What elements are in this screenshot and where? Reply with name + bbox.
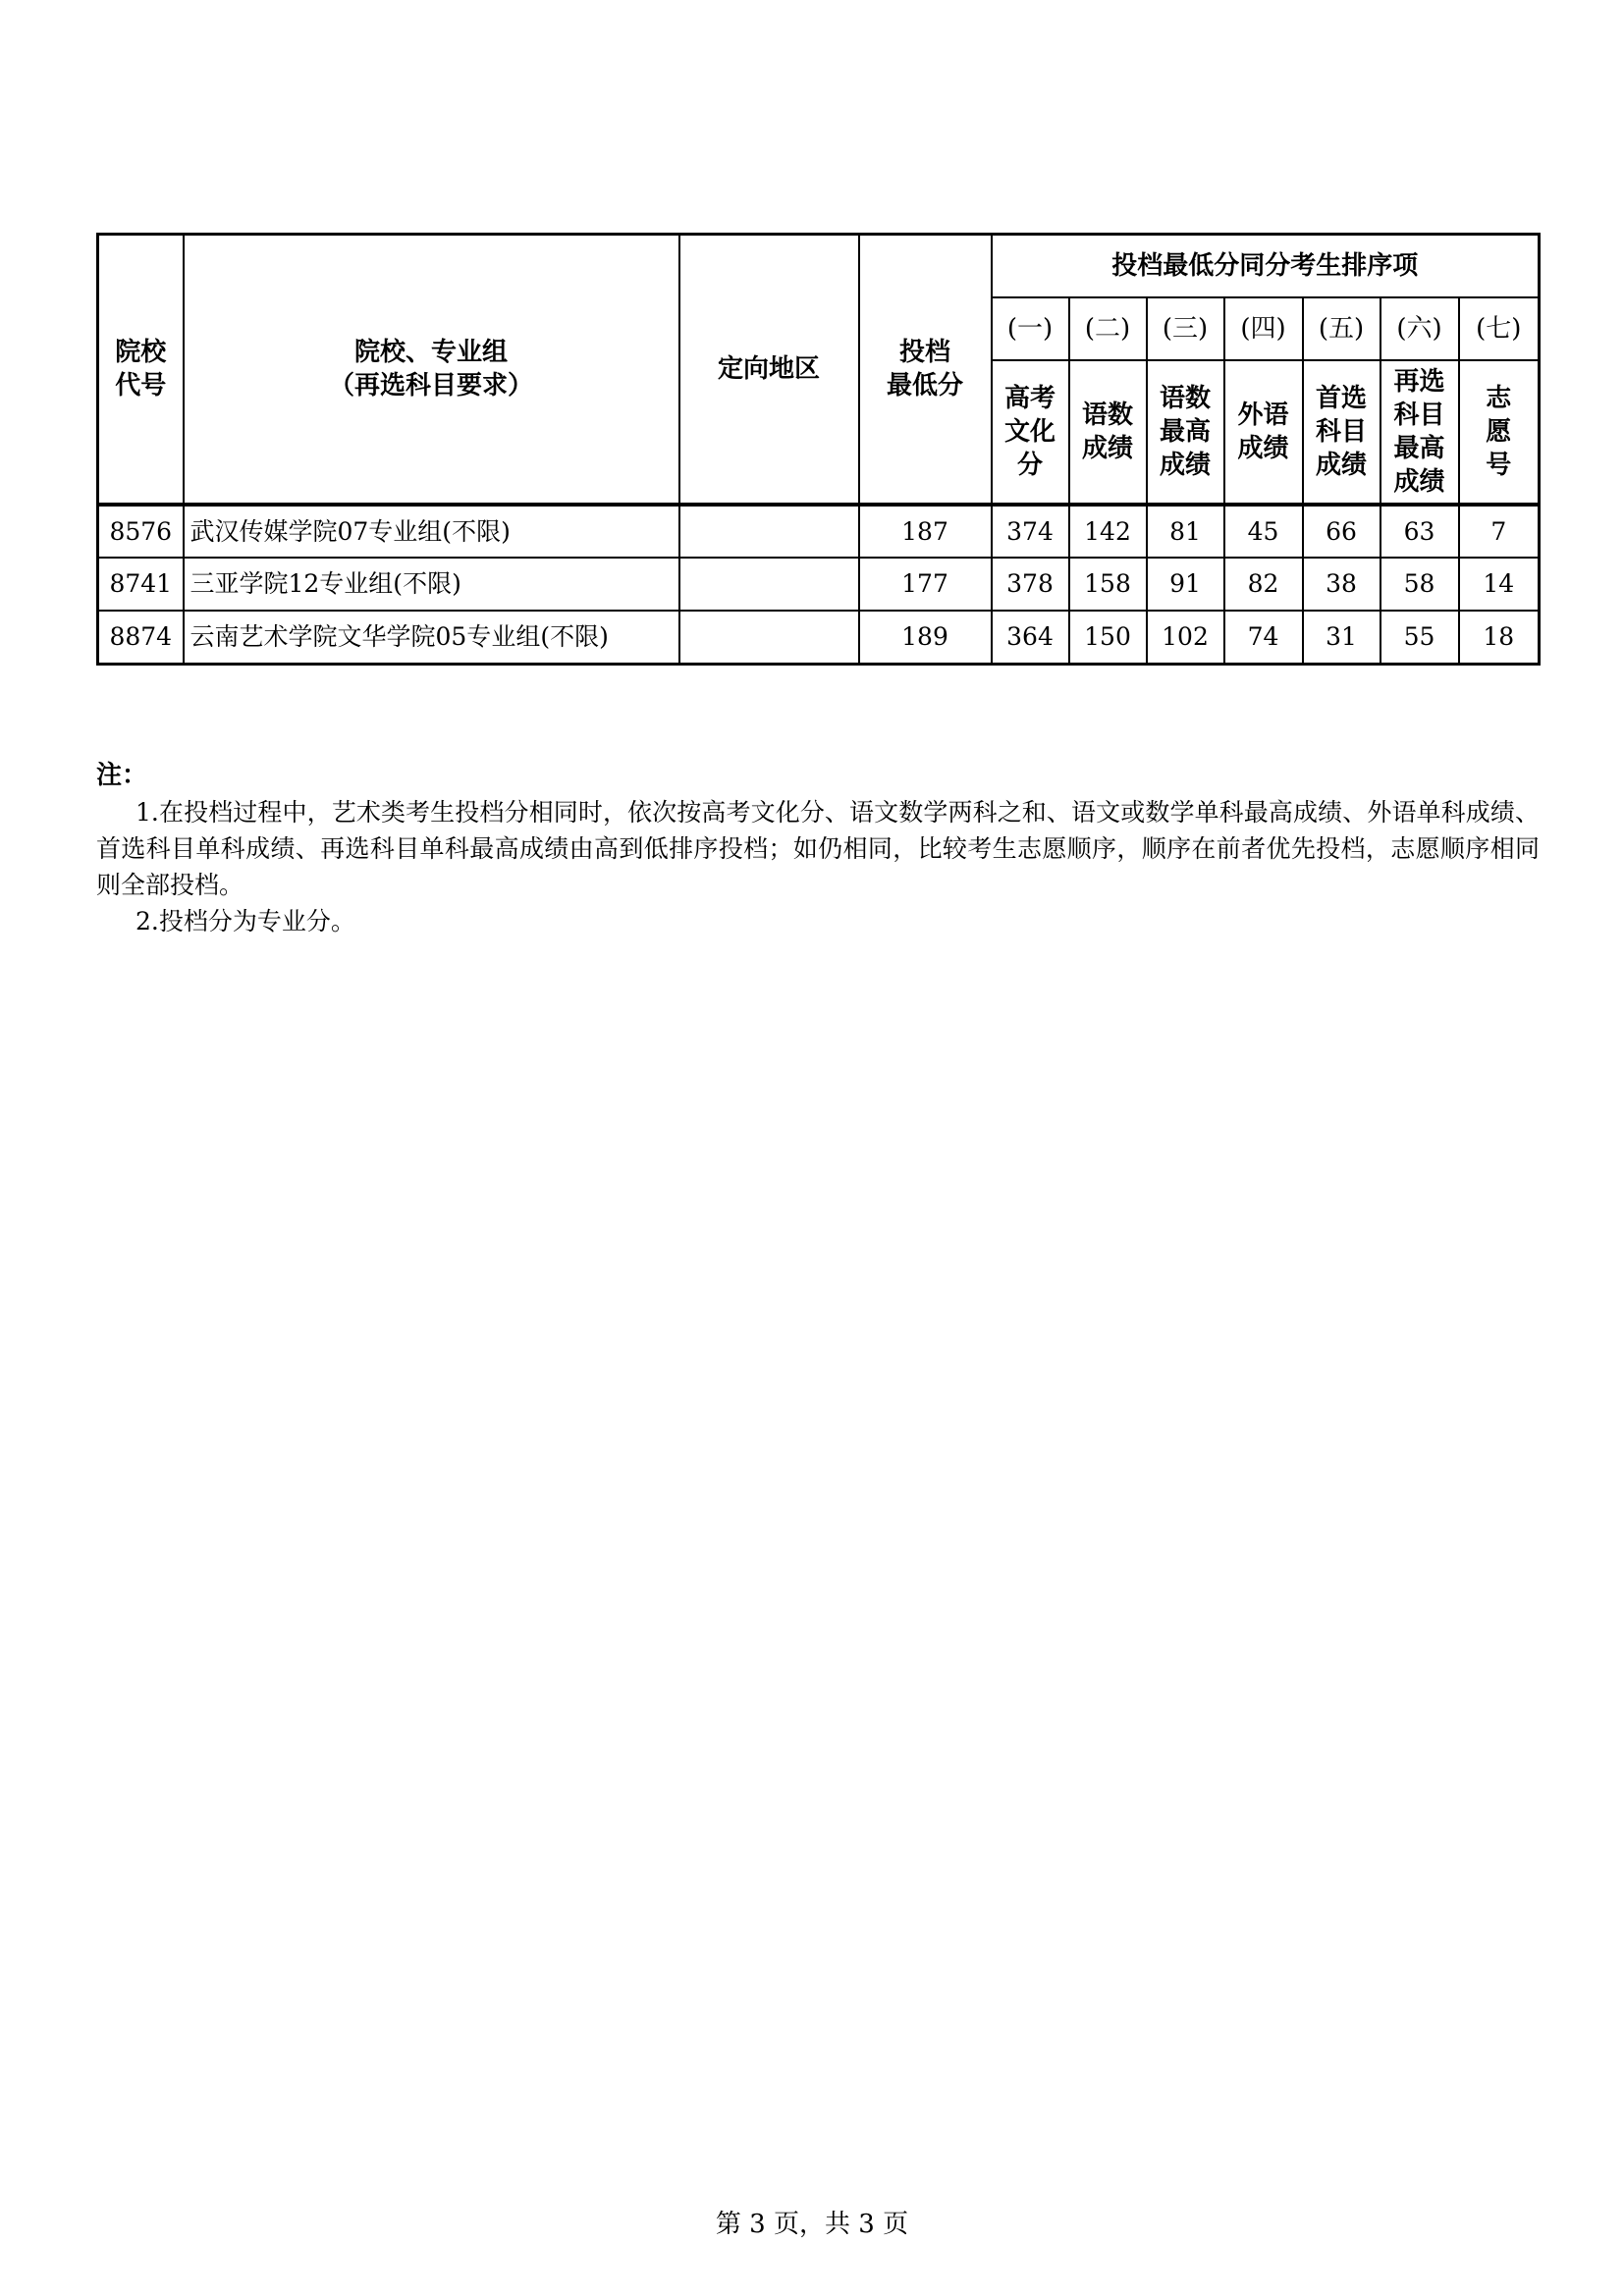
header-foreign-language: 外语 成绩 (1224, 360, 1303, 505)
header-culture-score: 高考 文化 分 (992, 360, 1069, 505)
score-cell: 102 (1147, 611, 1224, 664)
school-group-cell: 云南艺术学院文华学院05专业组(不限) (184, 611, 679, 664)
school-code-cell: 8741 (98, 558, 184, 611)
admission-score-table (96, 233, 1541, 666)
table-row (98, 558, 1540, 611)
header-tiebreak-group: 投档最低分同分考生排序项 (992, 235, 1540, 298)
header-seq-5: (五) (1303, 297, 1380, 360)
note-item-1: 1.在投档过程中，艺术类考生投档分相同时，依次按高考文化分、语文数学两科之和、语文或数学单科最高成绩、外语单科成绩、首选科目单科成绩、再选科目单科最高成绩由高到低排序投档；如仍相同，比较考生志愿顺序，顺序在前者优先投档，志愿顺序相同则全部投档。 (96, 798, 1540, 899)
score-cell: 91 (1147, 558, 1224, 611)
score-cell: 364 (992, 611, 1069, 664)
min-score-cell: 187 (859, 505, 992, 558)
score-cell: 158 (1069, 558, 1147, 611)
score-cell: 82 (1224, 558, 1303, 611)
note-item-2: 2.投档分为专业分。 (135, 907, 355, 935)
header-reselect-subject-max: 再选 科目 最高 成绩 (1380, 360, 1459, 505)
table-row (98, 611, 1540, 664)
score-cell: 63 (1380, 505, 1459, 558)
notes-title: 注： (96, 761, 148, 790)
score-cell: 378 (992, 558, 1069, 611)
score-cell: 45 (1224, 505, 1303, 558)
score-cell: 55 (1380, 611, 1459, 664)
header-region: 定向地区 (679, 235, 859, 506)
score-cell: 7 (1459, 505, 1540, 558)
header-seq-7: (七) (1459, 297, 1540, 360)
score-cell: 58 (1380, 558, 1459, 611)
score-cell: 374 (992, 505, 1069, 558)
score-cell: 74 (1224, 611, 1303, 664)
header-chinese-math-score: 语数 成绩 (1069, 360, 1147, 505)
score-cell: 150 (1069, 611, 1147, 664)
score-cell: 14 (1459, 558, 1540, 611)
header-chinese-math-max: 语数 最高 成绩 (1147, 360, 1224, 505)
region-cell (679, 505, 859, 558)
min-score-cell: 177 (859, 558, 992, 611)
score-cell: 18 (1459, 611, 1540, 664)
header-min-score: 投档 最低分 (859, 235, 992, 506)
school-group-cell: 武汉传媒学院07专业组(不限) (184, 505, 679, 558)
header-school-group: 院校、专业组 （再选科目要求） (184, 235, 679, 506)
header-seq-4: (四) (1224, 297, 1303, 360)
school-code-cell: 8874 (98, 611, 184, 664)
page-footer: 第 3 页，共 3 页 (715, 2210, 909, 2239)
score-cell: 31 (1303, 611, 1380, 664)
score-cell: 66 (1303, 505, 1380, 558)
score-cell: 81 (1147, 505, 1224, 558)
region-cell (679, 611, 859, 664)
header-school-code: 院校 代号 (98, 235, 184, 506)
table-row (98, 505, 1540, 558)
header-seq-3: (三) (1147, 297, 1224, 360)
notes-section (96, 758, 1540, 939)
header-seq-1: (一) (992, 297, 1069, 360)
score-cell: 142 (1069, 505, 1147, 558)
header-preference-number: 志 愿 号 (1459, 360, 1540, 505)
header-seq-6: (六) (1380, 297, 1459, 360)
region-cell (679, 558, 859, 611)
header-first-subject: 首选 科目 成绩 (1303, 360, 1380, 505)
school-group-cell: 三亚学院12专业组(不限) (184, 558, 679, 611)
min-score-cell: 189 (859, 611, 992, 664)
school-code-cell: 8576 (98, 505, 184, 558)
header-seq-2: (二) (1069, 297, 1147, 360)
score-cell: 38 (1303, 558, 1380, 611)
